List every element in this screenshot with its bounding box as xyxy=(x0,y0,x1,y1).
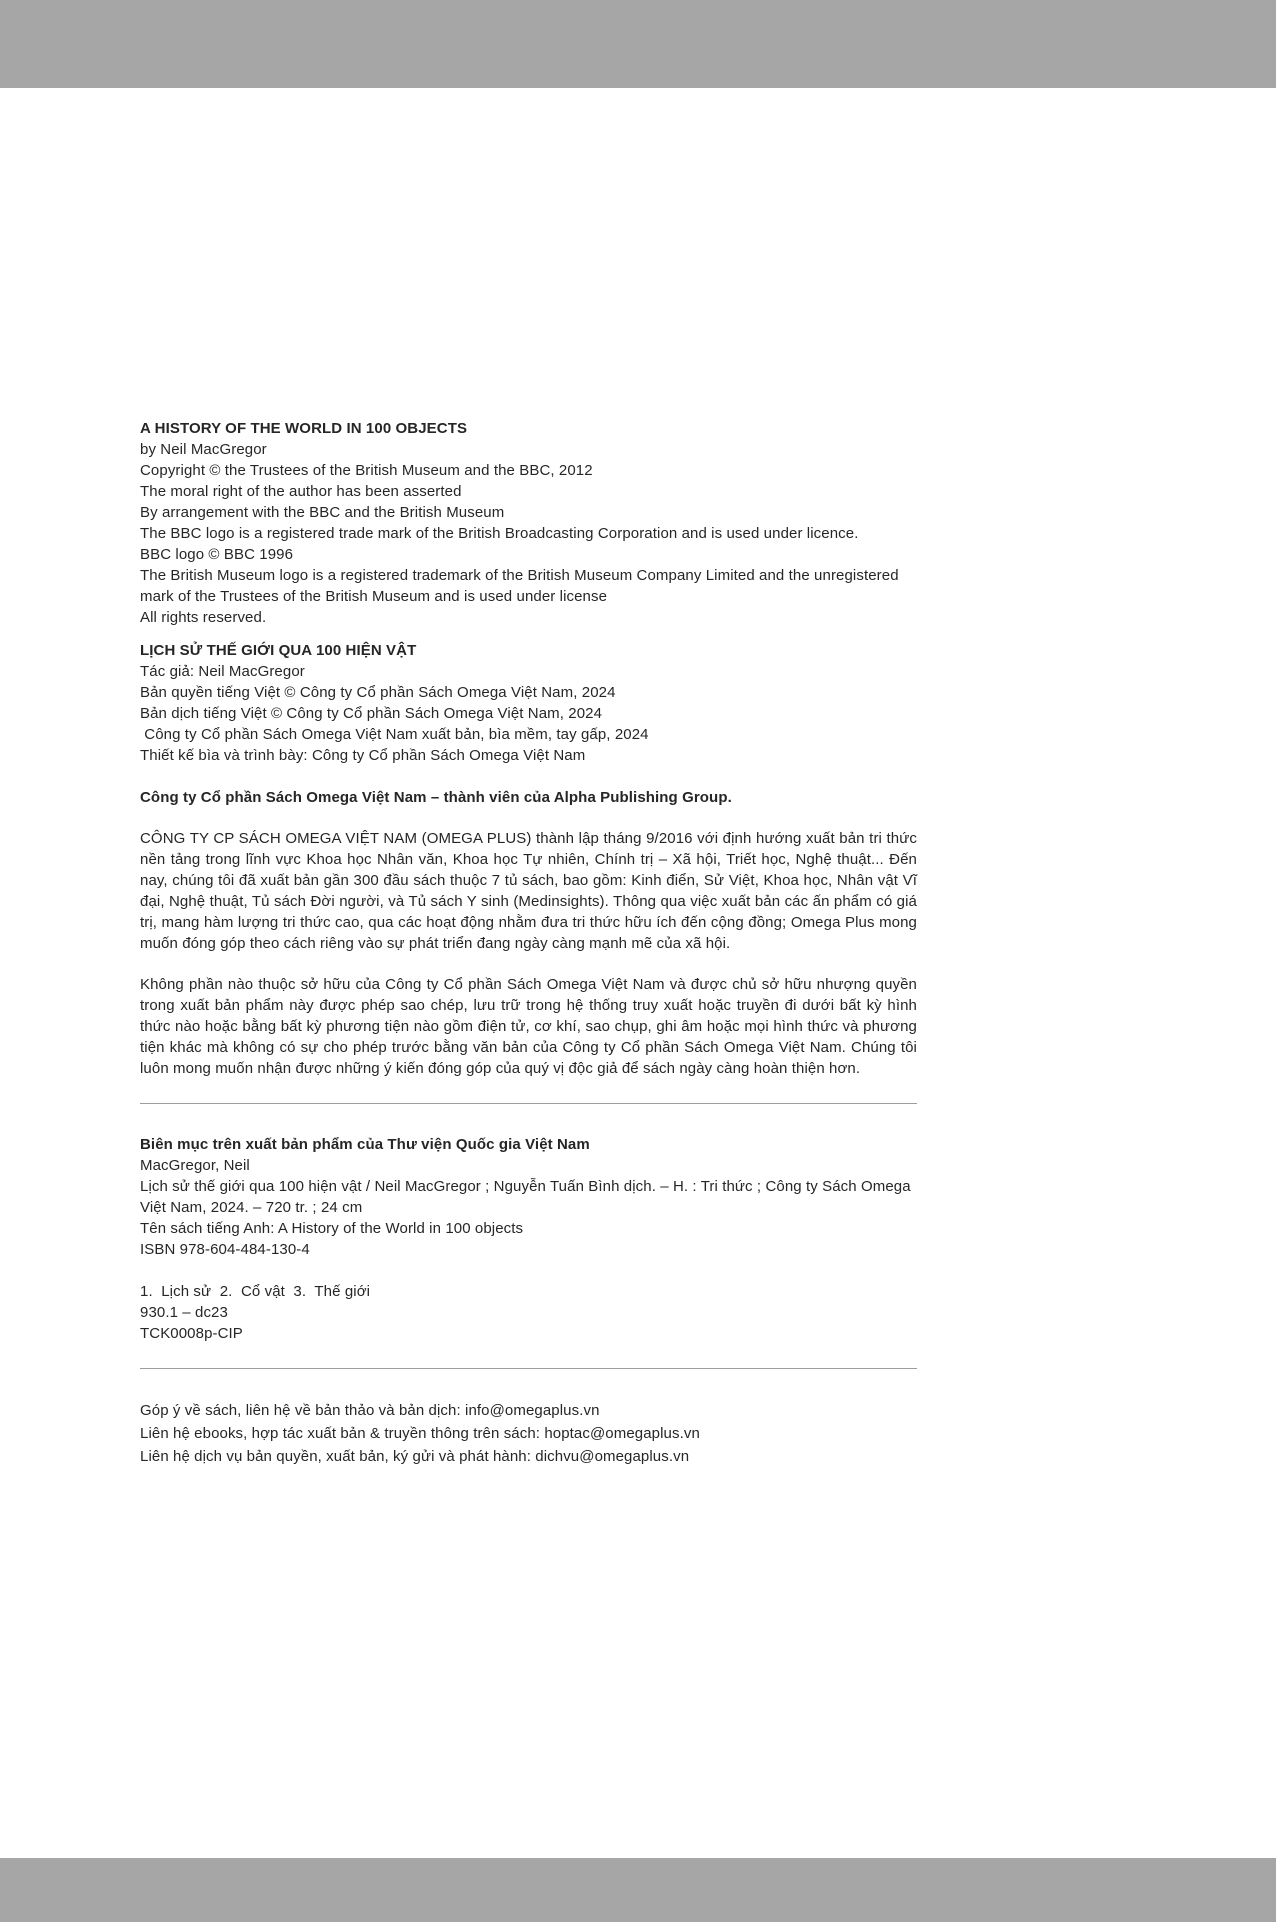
arrangement-line: By arrangement with the BBC and the British Museum xyxy=(140,504,505,521)
british-museum-trademark-line: The British Museum logo is a registered trademark of the British Museum Company Limited and the unregistered mark of the Trustees of the British Museum and is used under license xyxy=(140,567,903,605)
divider-above-contacts xyxy=(140,1368,917,1369)
contact-services-line: Liên hệ dịch vụ bản quyền, xuất bản, ký gửi và phát hành: dichvu@omegaplus.vn xyxy=(140,1448,690,1465)
membership-line: Công ty Cổ phần Sách Omega Việt Nam – thành viên của Alpha Publishing Group. xyxy=(140,789,732,806)
contact-feedback-line: Góp ý về sách, liên hệ về bản thảo và bản dịch: info@omegaplus.vn xyxy=(140,1402,600,1419)
bbc-trademark-line: The BBC logo is a registered trade mark of the British Broadcasting Corporation and is used under licence. xyxy=(140,525,859,542)
publisher-about-paragraph: CÔNG TY CP SÁCH OMEGA VIỆT NAM (OMEGA PLUS) thành lập tháng 9/2016 với định hướng xuất bản tri thức nền tảng trong lĩnh vực Khoa học Nhân văn, Khoa học Tự nhiên, Chính trị – Xã hội, Triết học, Nghệ thuật... Đến nay, chúng tôi đã xuất bản gần 300 đầu sách thuộc 7 tủ sách, bao gồm: Kinh điển, Sử Việt, Khoa học, Nhân vật Vĩ đại, Nghệ thuật, Tủ sách Đời người, và Tủ sách Y sinh (Medinsights). Thông qua việc xuất bản các ấn phẩm có giá trị, mang hàm lượng tri thức cao, qua các hoạt động nhằm đưa tri thức hữu ích đến cộng đồng; Omega Plus mong muốn đóng góp theo cách riêng vào sự phát triển đang ngày càng mạnh mẽ của xã hội. xyxy=(140,830,917,952)
vn-publishing-line: Công ty Cổ phần Sách Omega Việt Nam xuất bản, bìa mềm, tay gấp, 2024 xyxy=(140,726,649,743)
moral-right-line: The moral right of the author has been asserted xyxy=(140,483,462,500)
vietnamese-edition-block xyxy=(140,640,917,766)
vn-author-line: Tác giả: Neil MacGregor xyxy=(140,663,305,680)
bbc-logo-line: BBC logo © BBC 1996 xyxy=(140,546,294,563)
vn-design-line: Thiết kế bìa và trình bày: Công ty Cổ phần Sách Omega Việt Nam xyxy=(140,747,586,764)
all-rights-reserved-line: All rights reserved. xyxy=(140,609,267,626)
contact-ebooks-line: Liên hệ ebooks, hợp tác xuất bản & truyền thông trên sách: hoptac@omegaplus.vn xyxy=(140,1425,700,1442)
vn-copyright-line: Bản quyền tiếng Việt © Công ty Cổ phần Sách Omega Việt Nam, 2024 xyxy=(140,684,616,701)
catalog-english-title-line: Tên sách tiếng Anh: A History of the World in 100 objects xyxy=(140,1220,524,1237)
book-title-vietnamese: LỊCH SỬ THẾ GIỚI QUA 100 HIỆN VẬT xyxy=(140,642,417,659)
catalog-bibliographic-entry: Lịch sử thế giới qua 100 hiện vật / Neil MacGregor ; Nguyễn Tuấn Bình dịch. – H. : Tri thức ; Công ty Sách Omega Việt Nam, 2024. – 720 tr. ; 24 cm xyxy=(140,1178,915,1216)
copyright-line: Copyright © the Trustees of the British Museum and the BBC, 2012 xyxy=(140,462,593,479)
vn-translation-copyright-line: Bản dịch tiếng Việt © Công ty Cổ phần Sách Omega Việt Nam, 2024 xyxy=(140,705,603,722)
book-title-english: A HISTORY OF THE WORLD IN 100 OBJECTS xyxy=(140,420,468,437)
catalog-subjects-line: 1. Lịch sử 2. Cổ vật 3. Thế giới xyxy=(140,1283,371,1300)
author-line: by Neil MacGregor xyxy=(140,441,267,458)
top-gray-margin-band xyxy=(0,0,1276,88)
copyright-colophon-page xyxy=(0,88,1276,1858)
isbn-line: ISBN 978-604-484-130-4 xyxy=(140,1241,310,1258)
contact-block xyxy=(140,1399,917,1468)
dewey-classification-line: 930.1 – dc23 xyxy=(140,1304,228,1321)
bottom-gray-margin-band xyxy=(0,1858,1276,1922)
cip-catalog-block xyxy=(140,1134,917,1344)
catalog-heading: Biên mục trên xuất bản phẩm của Thư viện Quốc gia Việt Nam xyxy=(140,1136,590,1153)
rights-restriction-paragraph: Không phần nào thuộc sở hữu của Công ty Cổ phần Sách Omega Việt Nam và được chủ sở hữu nhượng quyền trong xuất bản phẩm này được phép sao chép, lưu trữ trong hệ thống truy xuất hoặc truyền đi dưới bất kỳ hình thức nào hoặc bằng bất kỳ phương tiện nào gồm điện tử, cơ khí, sao chụp, ghi âm hoặc mọi hình thức và phương tiện khác mà không có sự cho phép trước bằng văn bản của Công ty Cổ phần Sách Omega Việt Nam. Chúng tôi luôn mong muốn nhận được những ý kiến đóng góp của quý vị độc giả để sách ngày càng hoàn thiện hơn. xyxy=(140,976,917,1077)
catalog-author-entry: MacGregor, Neil xyxy=(140,1157,250,1174)
divider-above-catalog xyxy=(140,1103,917,1104)
cip-code-line: TCK0008p-CIP xyxy=(140,1325,243,1342)
english-copyright-block xyxy=(140,418,917,628)
